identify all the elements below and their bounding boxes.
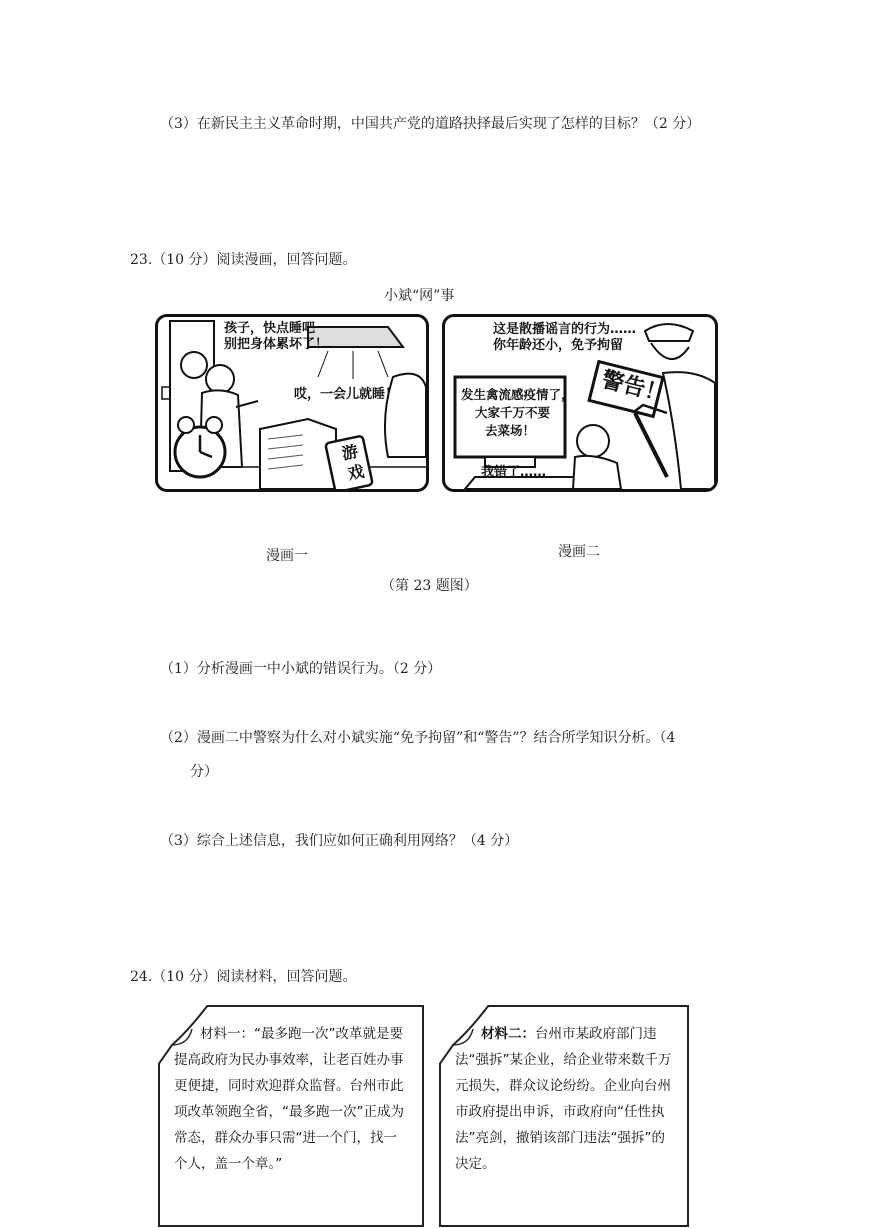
- comic-one-mother-bubble-line2: 别把身体累坏了！: [224, 337, 329, 352]
- material-two-lead: 材料二：: [481, 1026, 535, 1042]
- comic-one-phone-label-2: 戏: [346, 461, 366, 484]
- q23-sub2-line1: （2）漫画二中警察为什么对小斌实施“免予拘留”和“警告”？结合所学知识分析。（4: [160, 730, 676, 746]
- material-two-box: [439, 1005, 689, 1227]
- q23-sub3: （3）综合上述信息，我们应如何正确利用网络？（4 分）: [160, 833, 519, 849]
- material-one-box: [158, 1005, 424, 1227]
- material-one-body: [174, 1021, 410, 1177]
- material-one-lead: 材料一：: [200, 1026, 254, 1042]
- comic-two-police-bubble-line2: 你年龄还小，免予拘留: [493, 338, 624, 353]
- comic-one-boy-reply: 哎，一会儿就睡！: [294, 387, 399, 402]
- q24-header: 24.（10 分）阅读材料，回答问题。: [130, 969, 357, 985]
- q23-header: 23.（10 分）阅读漫画，回答问题。: [130, 252, 357, 268]
- material-two-body: [455, 1021, 675, 1177]
- comic-two-panel: [442, 314, 718, 492]
- comic-two-police-bubble-line1: 这是散播谣言的行为……: [493, 322, 637, 337]
- q23-sub2-line2: 分）: [190, 764, 218, 780]
- comic-two-boy-says: 我错了……: [481, 465, 547, 480]
- comic-one-phone-label-1: 游: [340, 441, 360, 464]
- q22-sub3: （3）在新民主主义革命时期，中国共产党的道路抉择最后实现了怎样的目标？（2 分）: [160, 116, 701, 132]
- comic-two-caption: 漫画二: [558, 544, 600, 560]
- comic-one-mother-bubble-line1: 孩子，快点睡吧: [224, 321, 316, 336]
- comic-one-panel: [155, 314, 429, 492]
- figure-caption: （第 23 题图）: [381, 578, 478, 594]
- material-two-text: 台州市某政府部门违法“强拆”某企业，给企业带来数千万元损失，群众议论纷纷。企业向台州市政府提出申诉，市政府向“任性执法”亮剑，撤销该部门违法“强拆”的决定。: [455, 1026, 672, 1172]
- comic-two-screen-line3: 去菜场！: [485, 423, 536, 438]
- material-one-text: “最多跑一次”改革就是要提高政府为民办事效率，让老百姓办事更便捷，同时欢迎群众监督。台州市此项改革领跑全省，“最多跑一次”正成为常态，群众办事只需“进一个门，找一个人，盖一个章。”: [174, 1026, 404, 1172]
- comic-title: 小斌“网”事: [384, 288, 455, 304]
- comic-two-screen-line2: 大家千万不要: [475, 405, 551, 420]
- q23-sub1: （1）分析漫画一中小斌的错误行为。（2 分）: [160, 661, 442, 677]
- comic-one-caption: 漫画一: [266, 548, 308, 564]
- comic-two-warning-sign: 警告！: [599, 367, 670, 408]
- comic-two-screen-line1: 发生禽流感疫情了，: [461, 387, 574, 402]
